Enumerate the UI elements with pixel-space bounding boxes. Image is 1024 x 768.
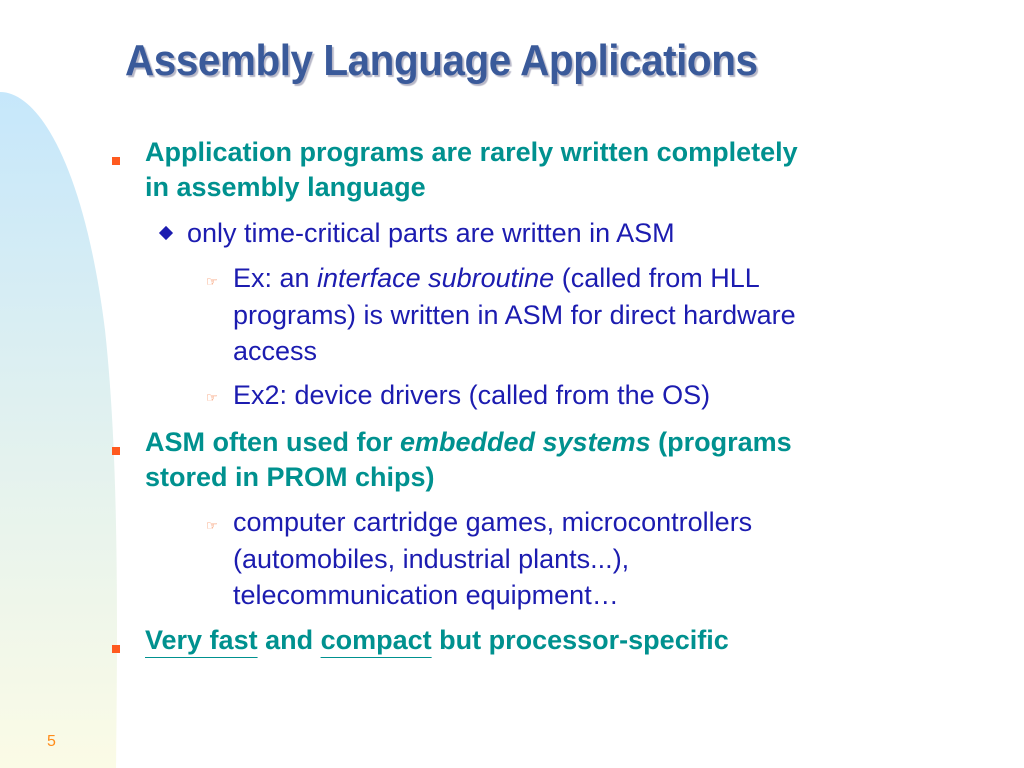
very-fast-text: Very fast (145, 625, 258, 655)
slide-number: 5 (47, 733, 56, 750)
example-interface-subroutine-line-1 (233, 263, 760, 294)
square-bullet-icon (112, 447, 120, 455)
sub-bullet-time-critical: only time-critical parts are written in ASM (187, 218, 675, 248)
bullet-2-emphasis: embedded systems (400, 427, 651, 457)
bullet-3-suffix: but processor-specific (431, 625, 729, 655)
embedded-examples-line-3: telecommunication equipment… (233, 580, 619, 610)
bullet-2-line-1 (145, 427, 792, 458)
example-1-suffix: (called from HLL (554, 263, 760, 293)
bullet-1-line-1: Application programs are rarely written completely (145, 137, 798, 167)
bullet-3-connector: and (257, 625, 321, 655)
bullet-1-line-2: in assembly language (145, 172, 426, 202)
embedded-examples-line-1: computer cartridge games, microcontrollers (233, 507, 753, 537)
bullet-2-suffix: (programs (650, 427, 792, 457)
example-interface-subroutine-line-2: programs) is written in ASM for direct hardware (233, 300, 796, 330)
slide-title: Assembly Language Applications (125, 36, 758, 85)
example-1-prefix: Ex: an (233, 263, 318, 293)
compact-text: compact (320, 625, 432, 655)
pointing-hand-icon: ☞ (206, 274, 218, 289)
pointing-hand-icon: ☞ (206, 390, 218, 405)
square-bullet-icon (112, 645, 120, 653)
bullet-2-prefix: ASM often used for (145, 427, 400, 457)
embedded-examples-line-2: (automobiles, industrial plants...), (233, 544, 630, 574)
bullet-2-line-2: stored in PROM chips) (145, 462, 435, 492)
example-1-emphasis: interface subroutine (317, 263, 555, 293)
example-device-drivers: Ex2: device drivers (called from the OS) (233, 380, 711, 410)
bullet-3-line (145, 625, 729, 656)
square-bullet-icon (112, 157, 120, 165)
pointing-hand-icon: ☞ (206, 518, 218, 533)
example-interface-subroutine-line-3: access (233, 336, 318, 366)
